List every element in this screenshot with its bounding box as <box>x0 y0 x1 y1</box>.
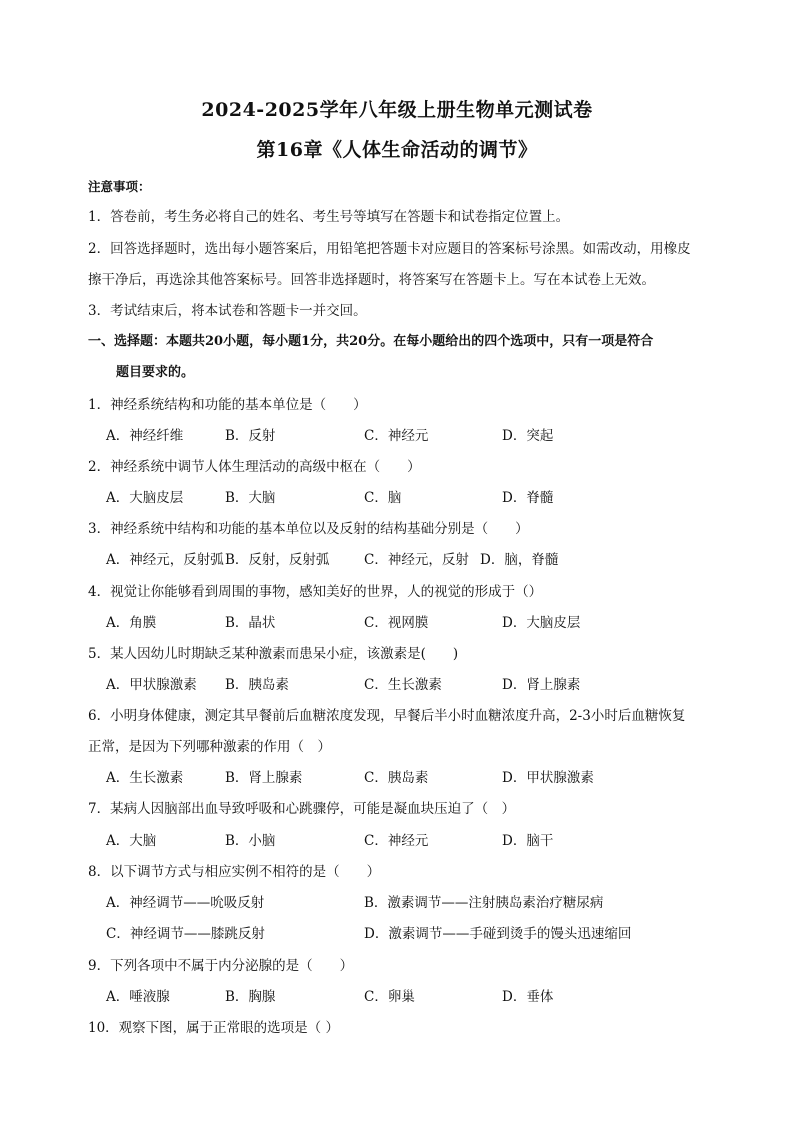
question-6-stem-line-2: 正常，是因为下列哪种激素的作用（ ） <box>88 739 331 755</box>
question-8-option-a: A．神经调节——吮吸反射 <box>106 895 265 911</box>
question-5-option-b: B．胰岛素 <box>225 677 289 693</box>
question-7-option-d: D．脑干 <box>502 833 554 849</box>
question-3-option-b: B．反射，反射弧 <box>225 552 330 568</box>
notice-heading: 注意事项： <box>88 179 151 194</box>
question-2-option-c: C．脑 <box>364 490 402 506</box>
question-10-stem: 10．观察下图，属于正常眼的选项是（ ） <box>88 1020 339 1036</box>
question-8-option-c: C．神经调节——膝跳反射 <box>106 926 265 942</box>
question-7-option-c: C．神经元 <box>364 833 429 849</box>
exam-title: 2024-2025学年八年级上册生物单元测试卷 <box>201 99 593 121</box>
question-9-option-c: C．卵巢 <box>364 989 415 1005</box>
question-9-option-a: A．唾液腺 <box>106 989 170 1005</box>
chapter-title: 第16章《人体生命活动的调节》 <box>256 139 538 161</box>
question-3-option-a: A．神经元，反射弧 <box>106 552 224 568</box>
question-2-option-d: D．脊髓 <box>502 490 554 506</box>
notice-item-1: 1．答卷前，考生务必将自己的姓名、考生号等填写在答题卡和试卷指定位置上。 <box>88 209 570 225</box>
question-1-option-d: D．突起 <box>502 428 554 444</box>
question-6-option-c: C．胰岛素 <box>364 770 429 786</box>
question-5-stem: 5．某人因幼儿时期缺乏某种激素而患呆小症，该激素是( ) <box>88 646 459 662</box>
question-1-option-c: C．神经元 <box>364 428 429 444</box>
notice-item-2-line-1: 2．回答选择题时，选出每小题答案后，用铅笔把答题卡对应题目的答案标号涂黑。如需改动，用橡皮 <box>88 241 691 257</box>
notice-item-2-line-2: 擦干净后，再选涂其他答案标号。回答非选择题时，将答案写在答题卡上。写在本试卷上无效。 <box>88 272 655 288</box>
question-6-option-a: A．生长激素 <box>106 770 184 786</box>
question-9-option-b: B．胸腺 <box>225 989 276 1005</box>
question-9-option-d: D．垂体 <box>502 989 554 1005</box>
question-8-option-d: D．激素调节——手碰到烫手的馒头迅速缩回 <box>364 926 632 942</box>
question-7-stem: 7．某病人因脑部出血导致呼吸和心跳骤停，可能是凝血块压迫了（ ） <box>88 801 516 817</box>
question-1-option-a: A．神经纤维 <box>106 428 184 444</box>
question-5-option-c: C．生长激素 <box>364 677 442 693</box>
notice-item-3: 3．考试结束后，将本试卷和答题卡一并交回。 <box>88 303 367 319</box>
question-2-option-b: B．大脑 <box>225 490 276 506</box>
question-9-stem: 9．下列各项中不属于内分泌腺的是（ ） <box>88 958 354 974</box>
question-6-stem: 6．小明身体健康，测定其早餐前后血糖浓度发现，早餐后半小时血糖浓度升高，2-3小时后血糖恢复 <box>88 708 686 724</box>
question-5-option-d: D．肾上腺素 <box>502 677 581 693</box>
question-4-option-d: D．大脑皮层 <box>502 615 581 631</box>
question-8-stem: 8．以下调节方式与相应实例不相符的是（ ） <box>88 864 381 880</box>
question-6-option-b: B．肾上腺素 <box>225 770 303 786</box>
question-8-option-b: B．激素调节——注射胰岛素治疗糖尿病 <box>364 895 604 911</box>
question-5-option-a: A．甲状腺激素 <box>106 677 197 693</box>
question-1-stem: 1．神经系统结构和功能的基本单位是（ ） <box>88 397 367 413</box>
question-4-option-c: C．视网膜 <box>364 615 429 631</box>
question-4-stem: 4．视觉让你能够看到周围的事物，感知美好的世界，人的视觉的形成于（） <box>88 584 543 600</box>
question-3-option-c: C．神经元，反射 <box>364 552 469 568</box>
question-7-option-a: A．大脑 <box>106 833 157 849</box>
question-2-stem: 2．神经系统中调节人体生理活动的高级中枢在（ ） <box>88 459 421 475</box>
question-2-option-a: A．大脑皮层 <box>106 490 184 506</box>
question-6-option-d: D．甲状腺激素 <box>502 770 594 786</box>
section-heading-line-1: 一、选择题：本题共20小题，每小题1分，共20分。在每小题给出的四个选项中，只有一项是符合 <box>88 334 654 349</box>
question-1-option-b: B．反射 <box>225 428 276 444</box>
question-4-option-b: B．晶状 <box>225 615 276 631</box>
question-4-option-a: A．角膜 <box>106 615 157 631</box>
section-heading-line-2: 题目要求的。 <box>116 365 195 380</box>
question-3-option-d: D．脑，脊髓 <box>480 552 559 568</box>
question-7-option-b: B．小脑 <box>225 833 276 849</box>
question-3-stem: 3．神经系统中结构和功能的基本单位以及反射的结构基础分别是（ ） <box>88 521 529 537</box>
